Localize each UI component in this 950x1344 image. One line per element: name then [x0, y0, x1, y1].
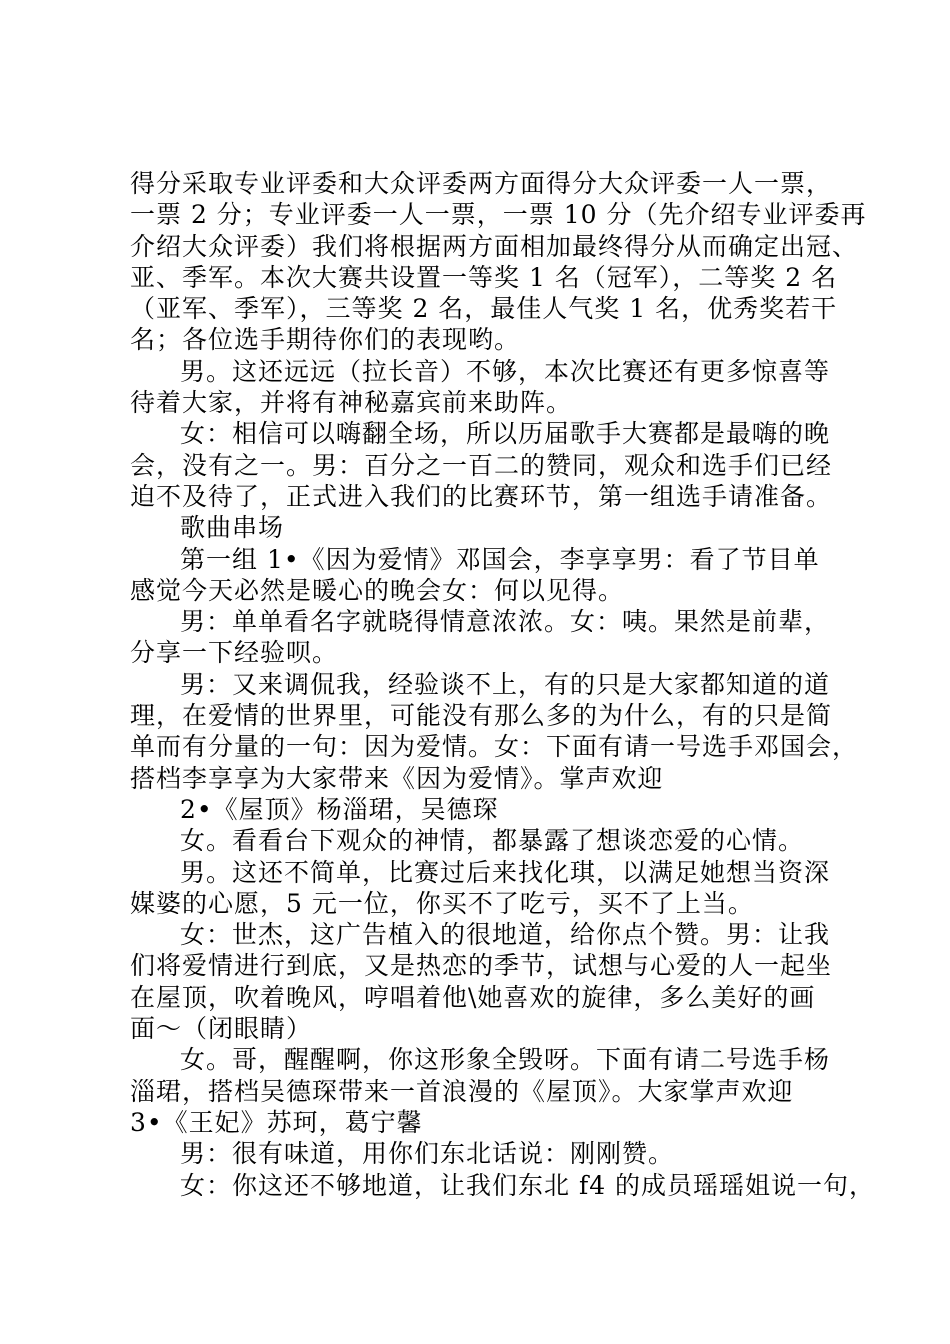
text-line: 女：相信可以嗨翻全场，所以历届歌手大赛都是最嗨的晚: [180, 419, 831, 449]
text-line: 分享一下经验呗。: [130, 638, 339, 668]
text-line: 面～（闭眼睛）: [130, 1014, 313, 1044]
text-line: 3•《王妃》苏珂，葛宁馨: [130, 1107, 423, 1137]
text-line: 女：你这还不够地道，让我们东北 f4 的成员瑶瑶姐说一句，: [180, 1170, 876, 1200]
text-line: 搭档李享享为大家带来《因为爱情》。掌声欢迎: [130, 763, 664, 793]
text-line: 介绍大众评委）我们将根据两方面相加最终得分从而确定出冠、: [130, 231, 859, 261]
text-line: 歌曲串场: [180, 513, 285, 543]
text-line: 会，没有之一。男：百分之一百二的赞同，观众和选手们已经: [130, 450, 833, 480]
text-line: 一票 2 分；专业评委一人一票，一票 10 分（先介绍专业评委再: [130, 200, 867, 230]
text-line: 淄珺，搭档吴德琛带来一首浪漫的《屋顶》。大家掌声欢迎: [130, 1076, 794, 1106]
text-line: 名；各位选手期待你们的表现哟。: [130, 325, 521, 355]
text-line: 第一组 1•《因为爱情》邓国会，李享享男：看了节目单: [180, 544, 820, 574]
text-line: 男：又来调侃我，经验谈不上，有的只是大家都知道的道: [180, 669, 831, 699]
text-line: 男：很有味道，用你们东北话说：刚刚赞。: [180, 1139, 675, 1169]
text-line: 男：单单看名字就晓得情意浓浓。女：咦。果然是前辈，: [180, 607, 831, 637]
text-line: 男。这还远远（拉长音）不够，本次比赛还有更多惊喜等: [180, 356, 831, 386]
text-line: 女。哥，醒醒啊，你这形象全毁呀。下面有请二号选手杨: [180, 1045, 831, 1075]
text-line: 男。这还不简单，比赛过后来找化琪，以满足她想当资深: [180, 857, 831, 887]
text-line: 媒婆的心愿，5 元一位，你买不了吃亏，买不了上当。: [130, 888, 754, 918]
text-line: 女：世杰，这广告植入的很地道，给你点个赞。男：让我: [180, 920, 831, 950]
text-line: 理，在爱情的世界里，可能没有那么多的为什么，有的只是简: [130, 701, 833, 731]
text-line: 待着大家，并将有神秘嘉宾前来助阵。: [130, 388, 573, 418]
text-line: 迫不及待了，正式进入我们的比赛环节，第一组选手请准备。: [130, 481, 833, 511]
text-line: 感觉今天必然是暖心的晚会女：何以见得。: [130, 575, 625, 605]
text-line: 得分采取专业评委和大众评委两方面得分大众评委一人一票，: [130, 169, 833, 198]
text-line: 亚、季军。本次大赛共设置一等奖 1 名（冠军），二等奖 2 名: [130, 262, 838, 292]
text-line: 单而有分量的一句：因为爱情。女：下面有请一号选手邓国会，: [130, 732, 859, 762]
document-body: [130, 168, 876, 1201]
text-line: 2•《屋顶》杨淄珺，吴德琛: [180, 794, 499, 824]
text-line: （亚军、季军），三等奖 2 名，最佳人气奖 1 名，优秀奖若干: [130, 294, 838, 324]
text-line: 们将爱情进行到底，又是热恋的季节，试想与心爱的人一起坐: [130, 951, 833, 981]
text-line: 在屋顶，吹着晚风，哼唱着他\她喜欢的旋律，多么美好的画: [130, 982, 816, 1012]
text-line: 女。看看台下观众的神情，都暴露了想谈恋爱的心情。: [180, 826, 805, 856]
